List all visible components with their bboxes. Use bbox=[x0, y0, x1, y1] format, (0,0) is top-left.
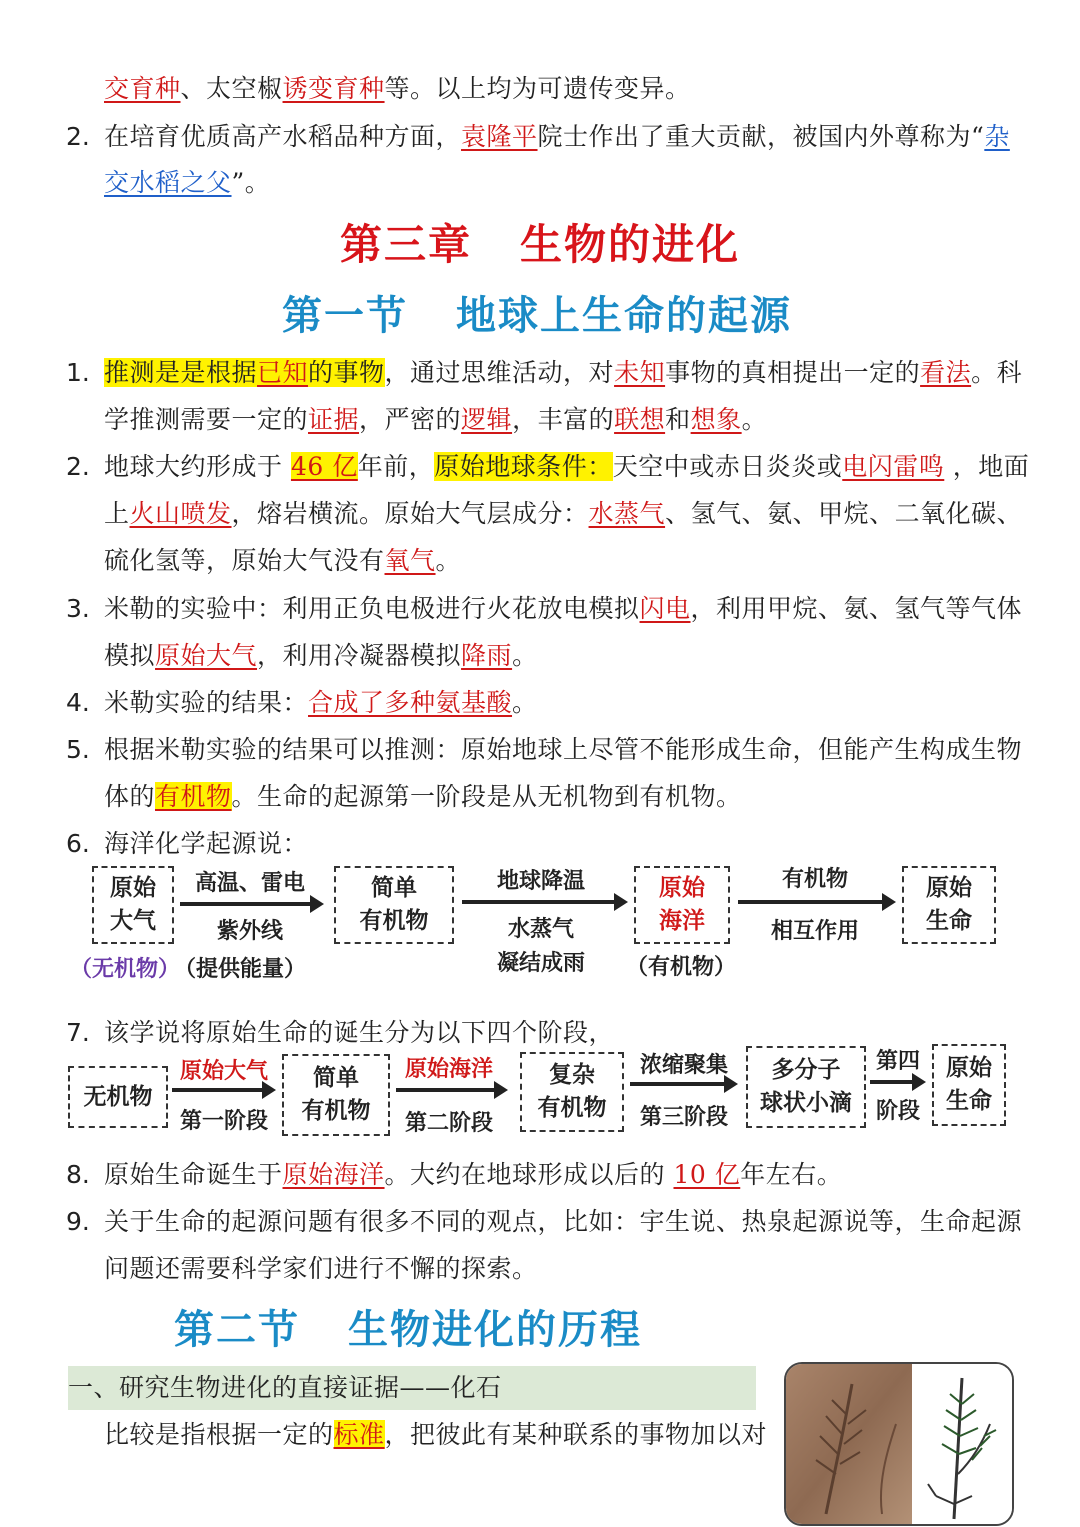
box-text: 生命 bbox=[946, 1088, 992, 1114]
text: 米勒的实验中：利用正负电极进行火花放电模拟 bbox=[104, 594, 640, 623]
text: 该学说将原始生命的诞生分为以下四个阶段， bbox=[104, 1018, 615, 1047]
flow-box-primitive-atmosphere bbox=[92, 866, 174, 944]
key-term: 未知 bbox=[614, 358, 666, 387]
text-line bbox=[104, 1252, 538, 1286]
key-term: 有机物 bbox=[155, 782, 232, 811]
section-title bbox=[174, 1298, 642, 1355]
arrow-label: 原始大气 bbox=[179, 1059, 268, 1084]
text: 关于生命的起源问题有很多不同的观点，比如：宇生说、热泉起源说等，生命起源 bbox=[104, 1207, 1023, 1236]
text: 原始生命诞生于 bbox=[104, 1160, 283, 1189]
flow-arrow bbox=[172, 1088, 264, 1092]
item-number: 5. bbox=[66, 735, 90, 764]
box-text: 海洋 bbox=[659, 908, 705, 934]
flow-note: （提供能量） bbox=[174, 957, 307, 982]
item-number: 6. bbox=[66, 829, 90, 858]
text-line bbox=[104, 1158, 842, 1192]
text: 比较是指根据一定的 bbox=[104, 1420, 334, 1449]
flow-box-complex-organic bbox=[520, 1052, 624, 1132]
text: 和 bbox=[665, 405, 691, 434]
text: ，利用甲烷、氨、氢气等气体 bbox=[690, 594, 1023, 623]
text: 年前， bbox=[357, 452, 435, 481]
arrow-label: 第一阶段 bbox=[179, 1109, 268, 1134]
flow-box-inorganic bbox=[68, 1066, 168, 1128]
text: 地球大约形成于 bbox=[104, 452, 291, 481]
box-text: 原始 bbox=[659, 875, 705, 901]
text: ，严密的 bbox=[359, 405, 462, 434]
key-term: 诱变育种 bbox=[282, 74, 385, 103]
section-label: 第二节 bbox=[174, 1306, 300, 1353]
arrow-label: 凝结成雨 bbox=[496, 951, 585, 976]
flow-note: （有机物） bbox=[626, 955, 737, 980]
chapter-title bbox=[0, 212, 1080, 272]
item-number: 9. bbox=[66, 1207, 90, 1236]
flow-arrow bbox=[870, 1080, 914, 1084]
key-term: 10 亿 bbox=[673, 1160, 741, 1189]
key-term: 闪电 bbox=[639, 594, 691, 623]
item-number: 8. bbox=[66, 1160, 90, 1189]
key-term: 原始海洋 bbox=[282, 1160, 385, 1189]
key-term: 电闪雷鸣 bbox=[842, 452, 945, 481]
key-term: 水蒸气 bbox=[588, 499, 666, 528]
text-line bbox=[104, 544, 461, 578]
flow-note: （无机物） bbox=[70, 957, 181, 982]
text: ，丰富的 bbox=[512, 405, 615, 434]
arrow-label: 浓缩聚集 bbox=[639, 1053, 728, 1078]
arrow-label: 紫外线 bbox=[216, 919, 283, 944]
text: 等。以上均为可遗传变异。 bbox=[384, 74, 691, 103]
key-term: 标准 bbox=[333, 1420, 385, 1449]
text-line bbox=[104, 120, 1010, 154]
key-term: 交水稻之父 bbox=[104, 168, 232, 197]
key-term: 合成了多种氨基酸 bbox=[308, 688, 513, 717]
arrow-label: 第四 bbox=[875, 1049, 920, 1074]
box-text: 多分子 bbox=[771, 1057, 841, 1083]
text: 。 bbox=[512, 641, 538, 670]
arrow-label: 有机物 bbox=[781, 867, 848, 892]
key-term: 46 亿 bbox=[290, 452, 358, 481]
highlight: 的事物 bbox=[308, 358, 385, 387]
text: 年左右。 bbox=[740, 1160, 843, 1189]
section-name: 生物进化的历程 bbox=[348, 1306, 642, 1353]
arrow-label: 第二阶段 bbox=[404, 1111, 493, 1136]
text: 上 bbox=[104, 499, 130, 528]
key-term: 逻辑 bbox=[461, 405, 513, 434]
text: 问题还需要科学家们进行不懈的探索。 bbox=[104, 1254, 538, 1283]
box-text: 复杂 bbox=[549, 1062, 595, 1088]
flow-arrow bbox=[738, 900, 884, 904]
arrow-label: 阶段 bbox=[875, 1099, 920, 1124]
text-line bbox=[104, 780, 742, 814]
chapter-label: 第三章 bbox=[339, 220, 472, 269]
text: 海洋化学起源说： bbox=[104, 829, 309, 858]
text-line bbox=[104, 1418, 767, 1452]
key-term: 想象 bbox=[690, 405, 742, 434]
chapter-name: 生物的进化 bbox=[520, 220, 741, 269]
key-term: 氧气 bbox=[384, 546, 436, 575]
subheading: 一、研究生物进化的直接证据——化石 bbox=[68, 1373, 502, 1402]
flow-box-simple-organic bbox=[334, 866, 454, 944]
text: 米勒实验的结果： bbox=[104, 688, 309, 717]
flow-box-primitive-ocean bbox=[634, 866, 730, 944]
text: ”。 bbox=[231, 168, 271, 197]
text: ，把彼此有某种联系的事物加以对 bbox=[384, 1420, 768, 1449]
section-label: 第一节 bbox=[282, 292, 408, 339]
text: 。科 bbox=[971, 358, 1023, 387]
arrow-label: 原始海洋 bbox=[404, 1057, 493, 1082]
text: 硫化氢等，原始大气没有 bbox=[104, 546, 385, 575]
text: ，利用冷凝器模拟 bbox=[257, 641, 462, 670]
text-line bbox=[104, 166, 270, 200]
item-number: 7. bbox=[66, 1018, 90, 1047]
box-text: 原始 bbox=[946, 1055, 992, 1081]
flow-arrow bbox=[180, 902, 312, 906]
section-title bbox=[282, 284, 792, 341]
box-text: 有机物 bbox=[359, 908, 429, 934]
text-line bbox=[104, 72, 691, 106]
box-text: 有机物 bbox=[537, 1095, 607, 1121]
text: 事物的真相提出一定的 bbox=[665, 358, 921, 387]
box-text: 生命 bbox=[926, 908, 972, 934]
text: 天空中或赤日炎炎或 bbox=[612, 452, 843, 481]
text-line bbox=[104, 686, 538, 720]
text: ，熔岩横流。原始大气层成分： bbox=[231, 499, 589, 528]
text-line bbox=[104, 403, 767, 437]
text: 。 bbox=[512, 688, 538, 717]
key-term: 降雨 bbox=[461, 641, 513, 670]
text: 、氢气、氨、甲烷、二氧化碳、 bbox=[665, 499, 1023, 528]
box-text: 简单 bbox=[313, 1065, 359, 1091]
text-line bbox=[104, 592, 1022, 626]
highlight: 原始地球条件： bbox=[434, 452, 613, 481]
text-line bbox=[104, 1016, 614, 1050]
text: 根据米勒实验的结果可以推测：原始地球上尽管不能形成生命，但能产生构成生物 bbox=[104, 735, 1023, 764]
flow-box-droplets bbox=[746, 1046, 866, 1128]
key-term: 证据 bbox=[308, 405, 360, 434]
flow-arrow bbox=[630, 1082, 726, 1086]
fossil-illustration-icon bbox=[786, 1364, 1012, 1524]
flow-arrow bbox=[396, 1088, 496, 1092]
flow-arrow bbox=[462, 900, 616, 904]
arrow-label: 高温、雷电 bbox=[194, 871, 305, 896]
key-term: 联想 bbox=[614, 405, 666, 434]
text: 在培育优质高产水稻品种方面， bbox=[104, 122, 462, 151]
item-number: 3. bbox=[66, 594, 90, 623]
item-number: 2. bbox=[66, 452, 90, 481]
arrow-label: 水蒸气 bbox=[507, 917, 574, 942]
text: 学推测需要一定的 bbox=[104, 405, 309, 434]
box-text: 无机物 bbox=[83, 1083, 153, 1110]
key-term: 交育种 bbox=[104, 74, 181, 103]
highlight: 推测是是根据 bbox=[104, 358, 258, 387]
key-term: 已知 bbox=[257, 358, 309, 387]
item-number: 2. bbox=[66, 122, 90, 151]
item-number: 1. bbox=[66, 358, 90, 387]
arrow-label: 第三阶段 bbox=[639, 1105, 728, 1130]
text: ，地面 bbox=[944, 452, 1030, 481]
text: 模拟 bbox=[104, 641, 156, 670]
text-line bbox=[104, 450, 1029, 484]
text-line bbox=[104, 639, 538, 673]
box-text: 有机物 bbox=[301, 1098, 371, 1124]
item-number: 4. bbox=[66, 688, 90, 717]
box-text: 球状小滴 bbox=[760, 1090, 852, 1116]
flow-box-simple-organic bbox=[282, 1054, 390, 1136]
key-term: 杂 bbox=[984, 122, 1010, 151]
box-text: 原始 bbox=[110, 875, 156, 901]
text-line bbox=[104, 827, 308, 861]
box-text: 简单 bbox=[371, 875, 417, 901]
box-text: 大气 bbox=[110, 908, 156, 934]
key-term: 火山喷发 bbox=[129, 499, 232, 528]
text: 院士作出了重大贡献，被国内外尊称为“ bbox=[537, 122, 985, 151]
text: 、太空椒 bbox=[180, 74, 283, 103]
flow-box-primitive-life bbox=[932, 1044, 1006, 1126]
arrow-label: 地球降温 bbox=[496, 869, 585, 894]
text: 。 bbox=[741, 405, 768, 434]
text-line bbox=[104, 733, 1022, 767]
key-term: 看法 bbox=[920, 358, 972, 387]
text: ，通过思维活动，对 bbox=[384, 358, 615, 387]
text: 。 bbox=[435, 546, 462, 575]
key-term: 袁隆平 bbox=[461, 122, 538, 151]
text: 。大约在地球形成以后的 bbox=[384, 1160, 674, 1189]
flow-box-primitive-life bbox=[902, 866, 996, 944]
box-text: 原始 bbox=[926, 875, 972, 901]
key-term: 原始大气 bbox=[155, 641, 258, 670]
text: 。生命的起源第一阶段是从无机物到有机物。 bbox=[231, 782, 742, 811]
arrow-label: 相互作用 bbox=[770, 919, 859, 944]
fossil-image bbox=[784, 1362, 1014, 1526]
text-line bbox=[104, 497, 1022, 531]
text-line bbox=[104, 1205, 1022, 1239]
section-name: 地球上生命的起源 bbox=[456, 292, 792, 339]
text-line bbox=[104, 356, 1022, 390]
text: 体的 bbox=[104, 782, 156, 811]
